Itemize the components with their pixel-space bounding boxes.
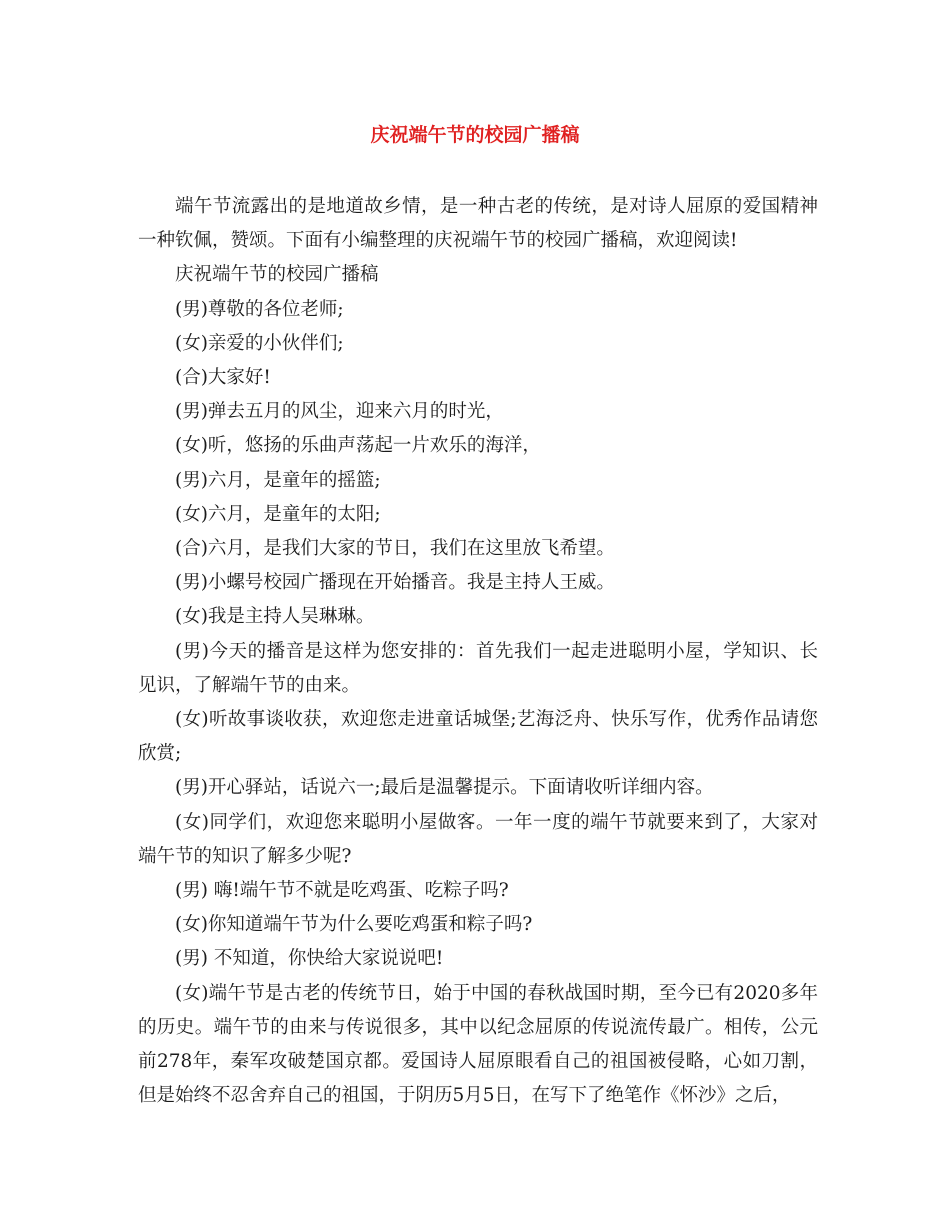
document-body bbox=[138, 190, 818, 1113]
dialogue-line: (合)六月，是我们大家的节日，我们在这里放飞希望。 bbox=[175, 538, 615, 560]
paragraph-subtitle: 庆祝端午节的校园广播稿 bbox=[175, 264, 379, 286]
dialogue-line: (男) 不知道，你快给大家说说吧! bbox=[175, 948, 444, 970]
dialogue-line: (男)小螺号校园广播现在开始播音。我是主持人王威。 bbox=[175, 572, 615, 594]
dialogue-line: (男)六月，是童年的摇篮; bbox=[175, 469, 381, 491]
dialogue-line: (女)听，悠扬的乐曲声荡起一片欢乐的海洋， bbox=[175, 435, 541, 457]
dialogue-line: (女)我是主持人吴琳琳。 bbox=[175, 606, 375, 628]
dialogue-line: (男) 嗨!端午节不就是吃鸡蛋、吃粽子吗? bbox=[175, 880, 509, 902]
dialogue-line: (男)尊敬的各位老师; bbox=[175, 298, 344, 320]
document-title: 庆祝端午节的校园广播稿 bbox=[370, 124, 580, 146]
dialogue-line: (女)亲爱的小伙伴们; bbox=[175, 332, 344, 354]
dialogue-line: (女)六月，是童年的太阳; bbox=[175, 503, 381, 525]
dialogue-line: (男)弹去五月的风尘，迎来六月的时光， bbox=[175, 401, 504, 423]
dialogue-line: (男)开心驿站，话说六一;最后是温馨提示。下面请收听详细内容。 bbox=[175, 777, 714, 799]
dialogue-line: (合)大家好! bbox=[175, 367, 271, 389]
dialogue-line: (男)今天的播音是这样为您安排的：首先我们一起走进聪明小屋，学知识、长见识，了解端午节的由来。 bbox=[138, 640, 818, 696]
paragraph-intro: 端午节流露出的是地道故乡情，是一种古老的传统，是对诗人屈原的爱国精神一种钦佩，赞颂。下面有小编整理的庆祝端午节的校园广播稿，欢迎阅读! bbox=[138, 196, 818, 252]
dialogue-line: (女)你知道端午节为什么要吃鸡蛋和粽子吗? bbox=[175, 914, 533, 936]
dialogue-line: (女)同学们，欢迎您来聪明小屋做客。一年一度的端午节就要来到了，大家对端午节的知识了解多少呢? bbox=[138, 811, 818, 867]
dialogue-line: (女)端午节是古老的传统节日，始于中国的春秋战国时期，至今已有2020多年的历史。端午节的由来与传说很多，其中以纪念屈原的传说流传最广。相传，公元前278年，秦军攻破楚国京都。爱国诗人屈原眼看自己的祖国被侵略，心如刀割，但是始终不忍舍弃自己的祖国，于阴历5月5日，在写下了绝笔作《怀沙》之后， bbox=[138, 982, 818, 1107]
dialogue-line: (女)听故事谈收获，欢迎您走进童话城堡;艺海泛舟、快乐写作，优秀作品请您欣赏; bbox=[138, 709, 818, 765]
